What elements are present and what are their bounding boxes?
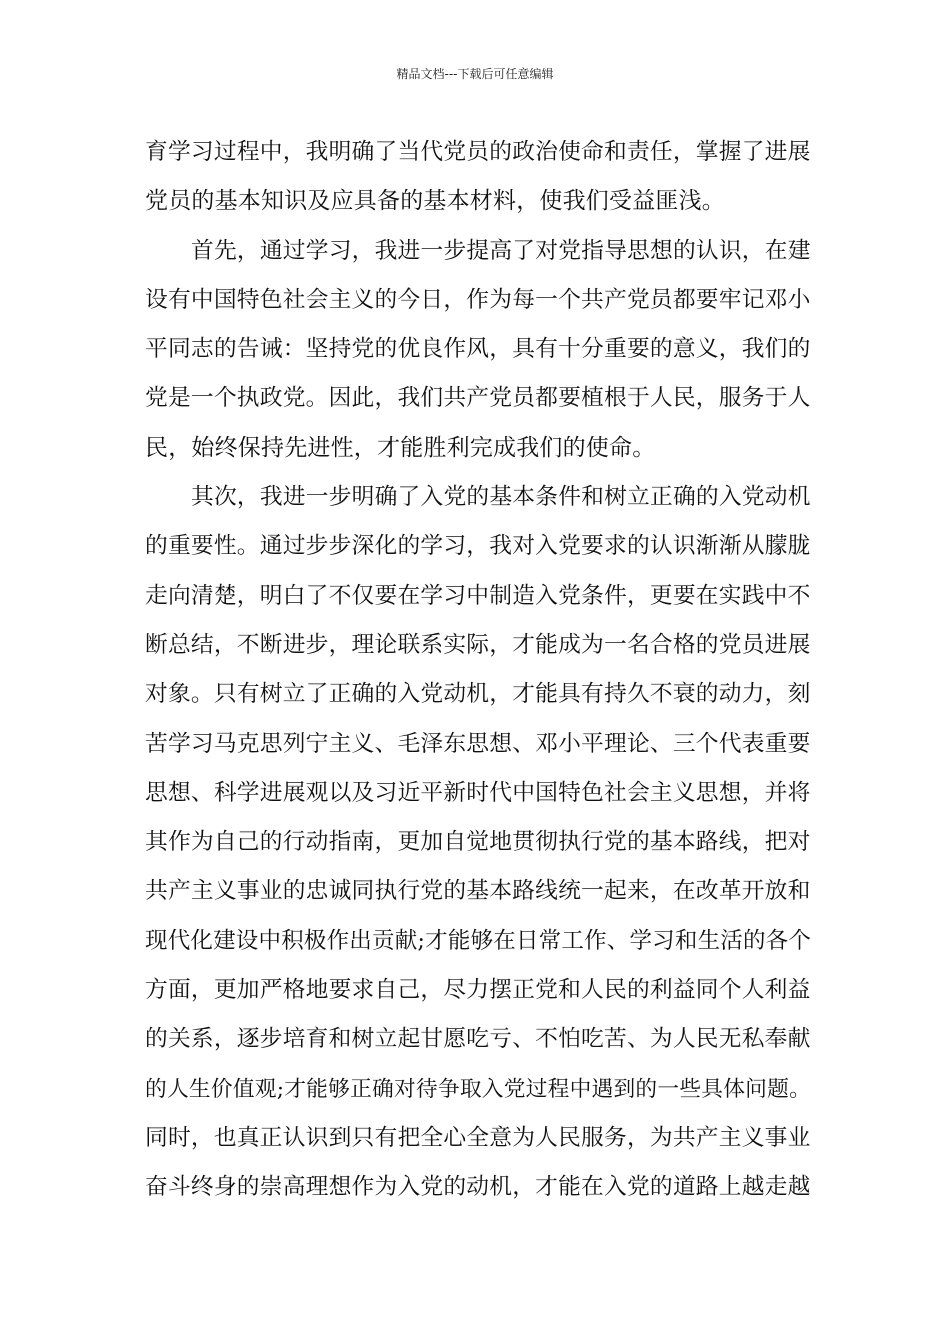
text-line: 民，始终保持先进性，才能胜利完成我们的使命。: [145, 434, 656, 461]
text-line: 共产主义事业的忠诚同执行党的基本路线统一起来，在改革开放和: [145, 878, 811, 905]
paragraph-first-line: 首先，通过学习，我进一步提高了对党指导思想的认识，在建: [191, 237, 811, 264]
text-line: 现代化建设中积极作出贡献;才能够在日常工作、学习和生活的各个: [145, 927, 812, 954]
page-header: 精品文档---下载后可任意编辑: [396, 67, 554, 81]
text-line: 的关系，逐步培育和树立起甘愿吃亏、不怕吃苦、为人民无私奉献: [145, 1026, 811, 1053]
text-line: 设有中国特色社会主义的今日，作为每一个共产党员都要牢记邓小: [145, 286, 811, 313]
text-line: 断总结，不断进步，理论联系实际，才能成为一名合格的党员进展: [145, 631, 811, 658]
document-body: [145, 128, 815, 1213]
text-line: 党是一个执政党。因此，我们共产党员都要植根于人民，服务于人: [145, 385, 811, 412]
text-line: 苦学习马克思列宁主义、毛泽东思想、邓小平理论、三个代表重要: [145, 730, 811, 757]
text-line: 育学习过程中，我明确了当代党员的政治使命和责任，掌握了进展: [145, 139, 811, 165]
paragraph-first-line: 其次，我进一步明确了入党的基本条件和树立正确的入党动机: [191, 484, 811, 511]
text-line: 奋斗终身的崇高理想作为入党的动机，才能在入党的道路上越走越: [145, 1174, 811, 1201]
text-line: 对象。只有树立了正确的入党动机，才能具有持久不衰的动力，刻: [145, 681, 811, 708]
text-line: 党员的基本知识及应具备的基本材料，使我们受益匪浅。: [145, 188, 725, 215]
text-line: 方面，更加严格地要求自己，尽力摆正党和人民的利益同个人利益: [145, 977, 811, 1004]
text-line: 同时，也真正认识到只有把全心全意为人民服务，为共产主义事业: [145, 1124, 811, 1151]
text-line: 其作为自己的行动指南，更加自觉地贯彻执行党的基本路线，把对: [145, 829, 811, 856]
text-line: 的重要性。通过步步深化的学习，我对入党要求的认识渐渐从朦胧: [145, 533, 811, 560]
text-line: 思想、科学进展观以及习近平新时代中国特色社会主义思想，并将: [145, 779, 811, 806]
text-line: 平同志的告诫：坚持党的优良作风，具有十分重要的意义，我们的: [145, 336, 811, 363]
text-line: 的人生价值观;才能够正确对待争取入党过程中遇到的一些具体问题。: [145, 1076, 812, 1102]
text-line: 走向清楚，明白了不仅要在学习中制造入党条件，更要在实践中不: [145, 582, 811, 609]
